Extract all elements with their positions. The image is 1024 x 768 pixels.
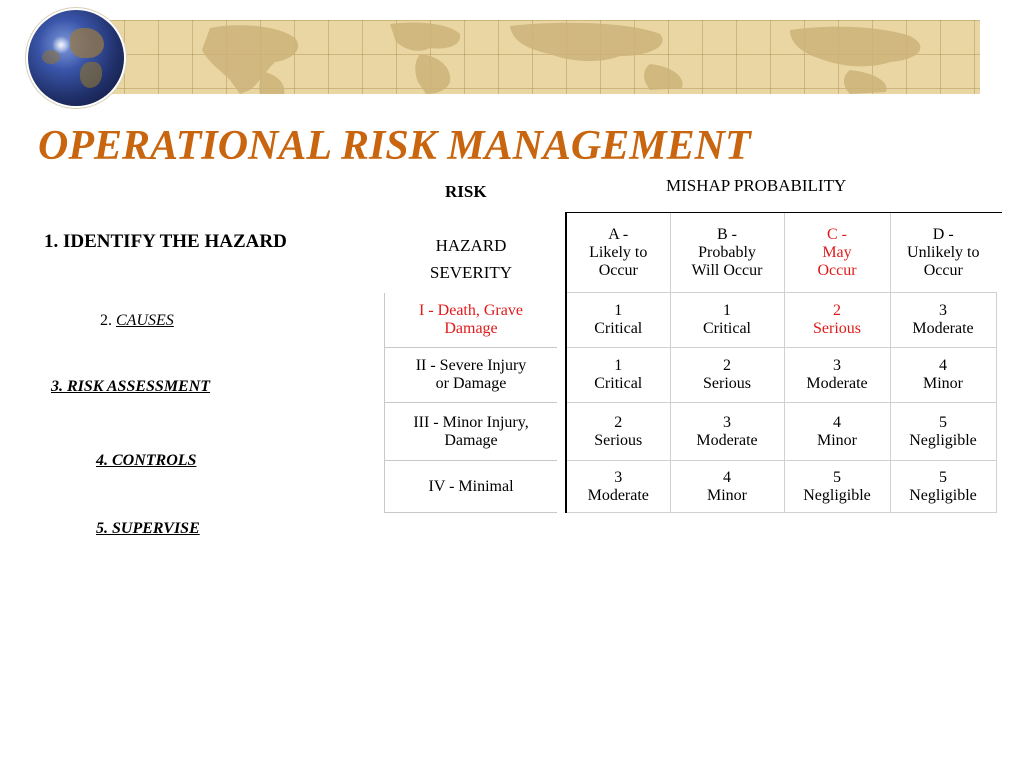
probability-header-line: Will Occur <box>691 261 763 279</box>
risk-level-number: 2 <box>833 302 841 319</box>
risk-level-number: 1 <box>614 357 623 374</box>
risk-level-number: 3 <box>723 413 731 431</box>
step-risk-assessment: 3. RISK ASSESSMENT <box>51 378 211 395</box>
risk-cell <box>784 403 890 461</box>
risk-level-number: 4 <box>833 413 841 431</box>
risk-cell <box>670 403 784 461</box>
risk-level-label: Critical <box>703 320 751 337</box>
risk-level-number: 2 <box>723 357 731 374</box>
severity-cell <box>385 461 558 513</box>
risk-cell <box>670 348 784 403</box>
severity-label-line: Damage <box>444 319 498 337</box>
probability-header-line: May <box>822 243 852 261</box>
risk-level-label: Serious <box>703 375 751 392</box>
risk-matrix-table <box>384 212 997 513</box>
risk-cell <box>566 293 670 348</box>
world-map-banner <box>90 20 980 94</box>
probability-header-line: Probably <box>698 243 756 261</box>
risk-level-label: Critical <box>594 320 643 337</box>
probability-column-header <box>566 213 670 293</box>
probability-column-header <box>670 213 784 293</box>
severity-cell <box>385 403 558 461</box>
risk-cell <box>890 461 996 513</box>
risk-level-label: Moderate <box>912 320 974 337</box>
risk-level-label: Negligible <box>909 431 977 449</box>
probability-header-line: Unlikely to <box>907 243 980 261</box>
risk-level-label: Negligible <box>803 486 871 504</box>
severity-row <box>385 348 997 403</box>
severity-row <box>385 461 997 513</box>
risk-cell <box>890 403 996 461</box>
probability-header-line: B - <box>717 225 737 243</box>
probability-header-row <box>385 213 997 293</box>
step-supervise: 5. SUPERVISE <box>96 520 200 537</box>
severity-label-line: Damage <box>444 431 498 449</box>
globe-icon <box>28 10 124 106</box>
probability-header-line: C - <box>827 225 847 243</box>
step-causes-text: CAUSES <box>116 312 174 329</box>
severity-label-line: or Damage <box>435 375 507 392</box>
severity-cell <box>385 348 558 403</box>
probability-header-line: D - <box>932 225 954 243</box>
probability-header-line: Occur <box>923 261 963 279</box>
hazard-severity-header-line: HAZARD <box>435 236 507 255</box>
risk-cell <box>566 348 670 403</box>
probability-header-line: Occur <box>817 261 857 279</box>
risk-level-number: 3 <box>939 302 947 319</box>
risk-level-number: 4 <box>723 468 731 486</box>
risk-level-number: 5 <box>833 468 841 486</box>
severity-row <box>385 403 997 461</box>
severity-cell <box>385 293 558 348</box>
step-causes-number: 2. <box>100 312 116 329</box>
slide-title: OPERATIONAL RISK MANAGEMENT <box>38 123 751 169</box>
risk-level-number: 5 <box>939 413 947 431</box>
mishap-probability-label: MISHAP PROBABILITY <box>666 176 847 195</box>
severity-label-line: II - Severe Injury <box>415 357 527 374</box>
risk-level-label: Minor <box>707 486 747 504</box>
risk-level-label: Critical <box>594 375 643 392</box>
risk-cell <box>784 293 890 348</box>
risk-level-number: 1 <box>614 302 623 319</box>
risk-level-label: Moderate <box>806 375 868 392</box>
probability-column-header <box>784 213 890 293</box>
severity-row <box>385 293 997 348</box>
severity-label-line: III - Minor Injury, <box>413 413 529 431</box>
risk-cell <box>784 348 890 403</box>
risk-cell <box>890 348 996 403</box>
probability-header-line: Occur <box>598 261 638 279</box>
risk-cell <box>670 293 784 348</box>
risk-level-label: Negligible <box>909 486 977 504</box>
risk-level-label: Minor <box>923 375 963 392</box>
risk-level-number: 3 <box>614 468 623 486</box>
risk-label: RISK <box>445 182 487 201</box>
risk-level-number: 5 <box>939 468 947 486</box>
risk-cell <box>890 293 996 348</box>
probability-header-line: A - <box>608 225 629 243</box>
risk-cell <box>670 461 784 513</box>
step-identify-hazard: 1. IDENTIFY THE HAZARD <box>44 231 287 252</box>
risk-level-number: 4 <box>939 357 947 374</box>
risk-level-label: Moderate <box>696 431 758 449</box>
severity-label-line: I - Death, Grave <box>419 301 523 319</box>
risk-level-label: Serious <box>594 431 643 449</box>
risk-level-label: Serious <box>813 320 861 337</box>
world-map-icon <box>90 20 980 94</box>
risk-level-number: 2 <box>614 413 623 431</box>
risk-level-label: Moderate <box>587 486 649 504</box>
risk-cell <box>566 403 670 461</box>
probability-column-header <box>890 213 996 293</box>
risk-cell <box>784 461 890 513</box>
risk-level-number: 3 <box>833 357 841 374</box>
severity-label-line: IV - Minimal <box>428 477 514 495</box>
hazard-severity-header-line: SEVERITY <box>429 263 513 282</box>
risk-cell <box>566 461 670 513</box>
step-controls: 4. CONTROLS <box>96 452 197 469</box>
risk-level-number: 1 <box>723 302 731 319</box>
step-causes <box>100 312 174 330</box>
risk-level-label: Minor <box>817 431 857 449</box>
probability-header-line: Likely to <box>589 243 648 261</box>
